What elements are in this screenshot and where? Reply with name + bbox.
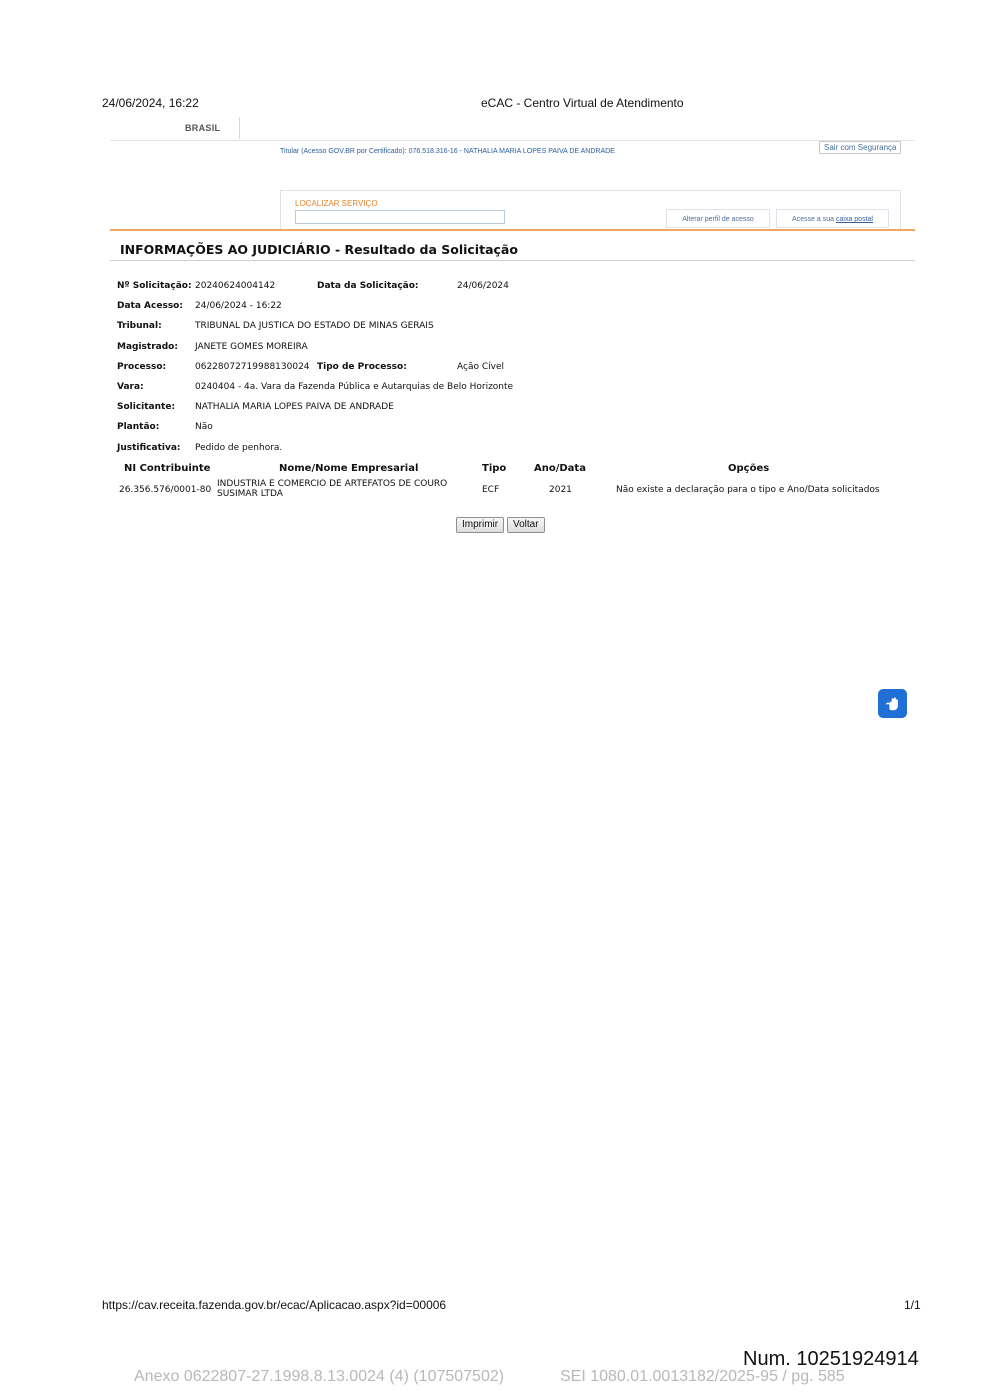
process-type-value: Ação Cível: [457, 362, 504, 372]
request-number-value: 20240624004142: [195, 281, 276, 291]
magistrate-label: Magistrado:: [117, 342, 178, 352]
col-header-options: Opções: [728, 463, 770, 474]
col-header-ni: NI Contribuinte: [124, 463, 211, 474]
justification-value: Pedido de penhora.: [195, 443, 283, 453]
process-label: Processo:: [117, 362, 167, 372]
col-header-name: Nome/Nome Empresarial: [279, 463, 419, 474]
duty-value: Não: [195, 422, 213, 432]
cell-options: Não existe a declaração para o tipo e Ano/Data solicitados: [616, 485, 880, 495]
court-value: 0240404 - 4a. Vara da Fazenda Pública e Autarquias de Belo Horizonte: [195, 382, 514, 392]
vlibras-hands-icon: [884, 695, 902, 713]
print-header-datetime: 24/06/2024, 16:22: [102, 96, 199, 110]
access-date-label: Data Acesso:: [117, 301, 183, 311]
annex-stamp: Anexo 0622807-27.1998.8.13.0024 (4) (107507502): [134, 1368, 505, 1385]
mailbox-button[interactable]: [776, 209, 889, 228]
brasil-logo-box: [110, 117, 240, 139]
request-date-value: 24/06/2024: [457, 281, 509, 291]
requester-label: Solicitante:: [117, 402, 176, 412]
magistrate-value: JANETE GOMES MOREIRA: [195, 342, 308, 352]
print-footer-page: 1/1: [904, 1298, 921, 1312]
col-header-type: Tipo: [482, 463, 507, 474]
print-button[interactable]: Imprimir: [456, 517, 504, 533]
cell-type: ECF: [482, 485, 500, 495]
access-date-value: 24/06/2024 - 16:22: [195, 301, 282, 311]
justification-label: Justificativa:: [117, 443, 181, 453]
logout-button[interactable]: Sair com Segurança: [819, 141, 901, 154]
tribunal-value: TRIBUNAL DA JUSTICA DO ESTADO DE MINAS GERAIS: [195, 321, 434, 331]
search-label: LOCALIZAR SERVIÇO: [295, 199, 378, 208]
tribunal-label: Tribunal:: [117, 321, 162, 331]
brasil-logo[interactable]: BRASIL: [185, 123, 221, 133]
cell-year: 2021: [549, 485, 572, 495]
titular-info: Titular (Acesso GOV.BR por Certificado): 076.518.316-16 - NATHALIA MARIA LOPES PAIVA DE ANDRADE: [280, 148, 615, 155]
process-value: 06228072719988130024: [195, 362, 310, 372]
page-title: INFORMAÇÕES AO JUDICIÁRIO - Resultado da Solicitação: [120, 242, 518, 257]
request-number-label: Nº Solicitação:: [117, 281, 192, 291]
search-input[interactable]: [295, 210, 505, 224]
print-footer-url: https://cav.receita.fazenda.gov.br/ecac/Aplicacao.aspx?id=00006: [102, 1298, 447, 1312]
col-header-year: Ano/Data: [534, 463, 586, 474]
court-label: Vara:: [117, 382, 144, 392]
cell-ni: 26.356.576/0001-80: [119, 485, 212, 495]
change-profile-button[interactable]: Alterar perfil de acesso: [666, 209, 770, 228]
duty-label: Plantão:: [117, 422, 160, 432]
sei-stamp: SEI 1080.01.0013182/2025-95 / pg. 585: [560, 1368, 845, 1385]
requester-value: NATHALIA MARIA LOPES PAIVA DE ANDRADE: [195, 402, 394, 412]
process-type-label: Tipo de Processo:: [317, 362, 407, 372]
mailbox-link[interactable]: caixa postal: [836, 216, 873, 223]
document-number: Num. 10251924914: [743, 1348, 919, 1370]
cell-name: INDUSTRIA E COMERCIO DE ARTEFATOS DE COURO SUSIMAR LTDA: [217, 479, 448, 499]
request-date-label: Data da Solicitação:: [317, 281, 419, 291]
header-divider: [110, 140, 915, 141]
orange-divider: [110, 229, 915, 231]
vlibras-widget[interactable]: [878, 689, 907, 718]
title-divider: [110, 260, 915, 261]
mailbox-prefix: Acesse a sua: [792, 216, 836, 223]
back-button[interactable]: Voltar: [507, 517, 545, 533]
print-header-title: eCAC - Centro Virtual de Atendimento: [481, 96, 684, 110]
